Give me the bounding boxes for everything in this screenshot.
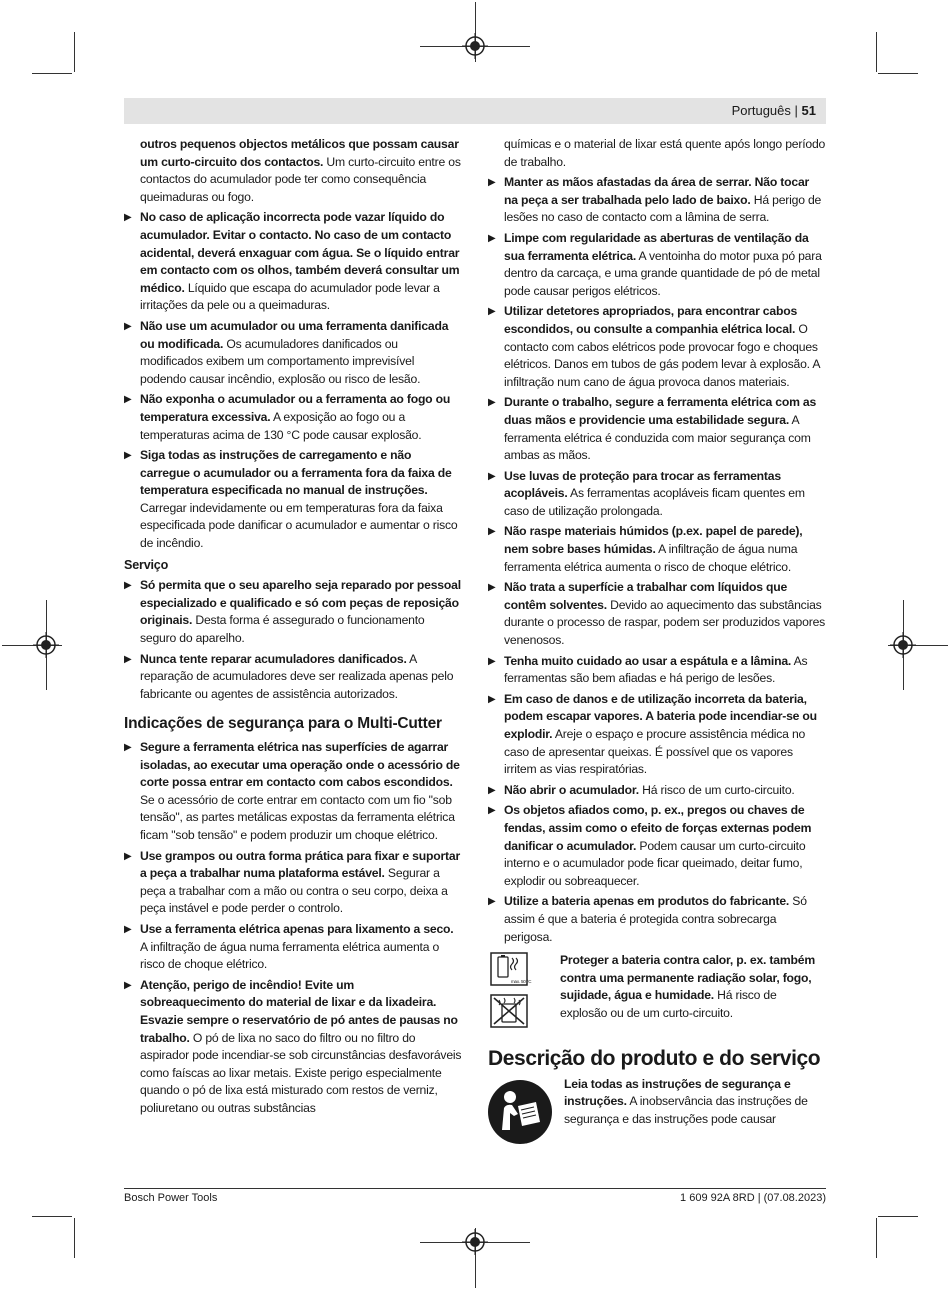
bullet-triangle-icon: ▶	[488, 784, 496, 796]
item-text: Líquido que escapa do acumulador pode levar a irritações da pele ou a queimaduras.	[140, 280, 440, 313]
battery-warning	[488, 952, 826, 1028]
item-bold: Em caso de danos e de utilização incorreta da bateria, podem escapar vapores. A bateria pode incendiar-se ou explodir.	[504, 691, 817, 741]
item-bold: Não abrir o acumulador.	[504, 782, 639, 797]
item-bold: Utilizar detetores apropriados, para encontrar cabos escondidos, ou consulte a companhia elétrica local.	[504, 304, 798, 336]
product-description-heading: Descrição do produto e do serviço	[488, 1047, 821, 1071]
list-item	[124, 318, 462, 388]
page-number: 51	[801, 103, 816, 118]
list-item	[488, 691, 826, 779]
bullet-triangle-icon: ▶	[124, 580, 132, 592]
bullet-triangle-icon: ▶	[124, 979, 132, 991]
read-manual-icon	[488, 1080, 552, 1144]
list-item	[488, 893, 826, 946]
page-header	[124, 98, 826, 124]
bullet-triangle-icon: ▶	[488, 526, 496, 538]
item-bold: outros pequenos objectos metálicos que possam causar um curto-circuito dos contactos.	[140, 137, 459, 169]
bullet-triangle-icon: ▶	[488, 582, 496, 594]
list-item	[488, 802, 826, 890]
item-text: Um curto-circuito entre os contactos do acumulador pode ter como consequência queimaduras ou fogo.	[140, 154, 461, 204]
bullet-triangle-icon: ▶	[488, 232, 496, 244]
crop-mark	[32, 73, 72, 74]
bullet-triangle-icon: ▶	[488, 177, 496, 189]
crop-mark	[32, 1216, 72, 1217]
item-bold: Utilize a bateria apenas em produtos do fabricante.	[504, 894, 790, 909]
multicutter-heading: Indicações de segurança para o Multi-Cutter	[124, 715, 442, 733]
registration-mark-icon	[33, 632, 59, 658]
bullet-triangle-icon: ▶	[488, 470, 496, 482]
item-text: O pó de lixa no saco do filtro ou no filtro do aspirador pode incendiar-se sob circunstâncias desfavoráveis como faíscas ao lixar metais. Existe perigo especialmente quando o pó de lixa está misturado com restos de verniz, poliuretano ou outras substâncias	[140, 1030, 462, 1115]
item-text: A ventoinha do motor puxa pó para dentro da carcaça, e uma grande quantidade de pó de metal pode causar perigos elétricos.	[504, 248, 822, 298]
crop-mark	[876, 1218, 877, 1258]
bullet-triangle-icon: ▶	[124, 923, 132, 935]
list-item	[488, 782, 826, 800]
item-text: Areje o espaço e procure assistência médica no caso de apresentar queixas. É possível que os vapores irritem as vias respiratórias.	[504, 727, 806, 777]
battery-icons	[490, 952, 530, 1033]
bullet-triangle-icon: ▶	[488, 397, 496, 409]
bullet-triangle-icon: ▶	[488, 693, 496, 705]
item-bold: Nunca tente reparar acumuladores danificados.	[140, 651, 407, 666]
list-item	[488, 230, 826, 300]
item-bold: Só permita que o seu aparelho seja reparado por pessoal especializado e qualificado e só com peças de reposição originais.	[140, 578, 461, 628]
registration-mark-icon	[890, 632, 916, 658]
bullet-triangle-icon: ▶	[124, 742, 132, 753]
item-bold: Siga todas as instruções de carregamento e não carregue o acumulador ou a ferramenta fora da faixa de temperatura especificada no manual de instruções.	[140, 448, 452, 498]
list-item	[488, 523, 826, 576]
bullet-triangle-icon: ▶	[124, 212, 132, 224]
crop-mark	[74, 32, 75, 72]
list-item	[124, 391, 462, 444]
list-item	[124, 739, 462, 845]
item-text: A ferramenta elétrica é conduzida com maior segurança com ambas as mãos.	[504, 412, 811, 463]
footer-doc-ref: 1 609 92A 8RD | (07.08.2023)	[680, 1192, 826, 1204]
item-text: A infiltração de água numa ferramenta elétrica aumenta o risco de choque elétrico.	[140, 939, 440, 972]
item-bold: Tenha muito cuidado ao usar a espátula e a lâmina.	[504, 653, 792, 668]
list-item	[488, 653, 826, 688]
list-item	[488, 303, 826, 391]
list-item	[124, 577, 462, 647]
bullet-triangle-icon: ▶	[124, 850, 132, 862]
list-item	[124, 977, 462, 1118]
page-footer	[124, 1188, 826, 1204]
list-item	[488, 136, 826, 171]
crop-mark	[878, 1216, 918, 1217]
item-text: A exposição ao fogo ou a temperaturas acima de 130 °C pode causar explosão.	[140, 409, 422, 442]
item-bold: Use a ferramenta elétrica apenas para lixamento a seco.	[140, 921, 454, 936]
item-text: Só assim é que a bateria é protegida contra sobrecarga perigosa.	[504, 894, 807, 944]
item-text: químicas e o material de lixar está quente após longo período de trabalho.	[504, 137, 826, 169]
list-item	[124, 921, 462, 974]
list-item	[488, 174, 826, 227]
bullet-triangle-icon: ▶	[488, 805, 496, 817]
item-text: Carregar indevidamente ou em temperaturas fora da faixa especificada pode danificar o acumulador e aumentar o risco de incêndio.	[140, 500, 458, 551]
header-language: Português	[731, 103, 791, 118]
item-bold: Use luvas de proteção para trocar as ferramentas acopláveis.	[504, 468, 781, 501]
bullet-triangle-icon: ▶	[124, 320, 132, 332]
left-column	[124, 136, 462, 1120]
item-text: Desta forma é assegurado o funcionamento seguro do aparelho.	[140, 613, 425, 646]
header-separator: |	[794, 103, 798, 118]
battery-note-bold: Proteger a bateria contra calor, p. ex. também contra uma permanente radiação solar, fogo, sujidade, água e humidade.	[560, 953, 815, 1003]
item-text: O contacto com cabos elétricos pode provocar fogo e choques elétricos. Danos em tubos de gás podem levar à explosão. A infiltração num cano de água provoca danos materiais.	[504, 321, 820, 389]
battery-icon-label: max. 50 °C	[511, 979, 532, 985]
crop-mark	[74, 1218, 75, 1258]
bullet-triangle-icon: ▶	[124, 450, 132, 462]
item-text: Segurar a peça a trabalhar com a mão ou contra o seu corpo, deixa a peça instável e pode perder o controlo.	[140, 866, 448, 916]
crop-mark	[876, 32, 877, 72]
item-text: Os acumuladores danificados ou modificados exibem um comportamento imprevisível podendo causar incêndio, explosão ou risco de lesão.	[140, 336, 421, 386]
item-text: Se o acessório de corte entrar em contacto com um fio "sob tensão", as partes metálicas expostas da ferramenta elétrica ficam "sob tensão" e podem produzir um choque elétrico.	[140, 792, 455, 842]
item-text: A reparação de acumuladores deve ser realizada apenas pelo fabricante ou agentes de assistência autorizados.	[140, 651, 454, 701]
service-heading: Serviço	[124, 557, 169, 572]
read-note-text: A inobservância das instruções de segurança e das instruções pode causar	[564, 1094, 808, 1126]
read-note-bold: Leia todas as instruções de segurança e instruções.	[564, 1076, 791, 1109]
item-text: Há perigo de lesões no caso de contacto com a lâmina de serra.	[504, 192, 822, 225]
crop-mark	[878, 73, 918, 74]
item-bold: Não raspe materiais húmidos (p.ex. papel de parede), nem sobre bases húmidas.	[504, 524, 803, 557]
bullet-triangle-icon: ▶	[124, 653, 132, 665]
bullet-triangle-icon: ▶	[488, 655, 496, 667]
list-item	[488, 579, 826, 649]
item-text: Há risco de um curto-circuito.	[638, 782, 795, 797]
bullet-triangle-icon: ▶	[124, 394, 132, 406]
battery-note-text: Há risco de explosão ou de um curto-circuito.	[560, 988, 777, 1020]
item-text: As ferramentas são bem afiadas e há perigo de lesões.	[504, 653, 808, 686]
footer-brand: Bosch Power Tools	[124, 1192, 218, 1204]
item-bold: No caso de aplicação incorrecta pode vazar líquido do acumulador. Evitar o contacto. No caso de um contacto acidental, deverá enxaguar com água. Se o líquido entrar em contacto com os olhos, também deverá consultar um médico.	[140, 210, 460, 295]
registration-mark-icon	[462, 1229, 488, 1255]
item-bold: Não use um acumulador ou uma ferramenta danificada ou modificada.	[140, 318, 449, 351]
item-text: A infiltração de água numa ferramenta elétrica aumenta o risco de choque elétrico.	[504, 542, 798, 574]
item-bold: Não trata a superfície a trabalhar com líquidos que contêm solventes.	[504, 580, 788, 612]
registration-mark-icon	[462, 33, 488, 59]
list-item	[488, 394, 826, 464]
list-item	[124, 848, 462, 918]
item-bold: Os objetos afiados como, p. ex., pregos ou chaves de fendas, assim como o efeito de forças externas podem danificar o acumulador.	[504, 803, 812, 853]
item-text: Podem causar um curto-circuito interno e o acumulador pode ficar queimado, deitar fumo, explodir ou sobreaquecer.	[504, 838, 806, 888]
read-instructions-note	[488, 1076, 826, 1156]
list-item	[124, 209, 462, 315]
list-item	[488, 468, 826, 521]
list-item	[124, 651, 462, 704]
battery-no-water-icon	[490, 994, 528, 1028]
item-bold: Não exponha o acumulador ou a ferramenta ao fogo ou temperatura excessiva.	[140, 392, 451, 424]
bullet-triangle-icon: ▶	[488, 306, 496, 318]
right-column	[488, 136, 826, 1156]
header-text	[732, 98, 826, 124]
list-item	[124, 447, 462, 553]
item-bold: Segure a ferramenta elétrica nas superfícies de agarrar isoladas, ao executar uma operação onde o acessório de corte possa entrar em contacto com cabos escondidos.	[140, 740, 460, 790]
item-bold: Atenção, perigo de incêndio! Evite um sobreaquecimento do material de lixar e da lixadeira. Esvazie sempre o reservatório de pó antes de pausas no trabalho.	[140, 977, 458, 1045]
item-bold: Use grampos ou outra forma prática para fixar e suportar a peça a trabalhar numa plataforma estável.	[140, 848, 460, 881]
list-item	[124, 136, 462, 206]
item-bold: Limpe com regularidade as aberturas de ventilação da sua ferramenta elétrica.	[504, 230, 809, 263]
battery-heat-icon	[490, 952, 532, 986]
item-text: Devido ao aquecimento das substâncias durante o processo de raspar, podem ser produzidos vapores venenosos.	[504, 597, 826, 648]
item-bold: Manter as mãos afastadas da área de serrar. Não tocar na peça a ser trabalhada pelo lado de baixo.	[504, 175, 810, 207]
item-text: As ferramentas acopláveis ficam quentes em caso de utilização prolongada.	[504, 486, 805, 518]
bullet-triangle-icon: ▶	[488, 896, 496, 908]
item-bold: Durante o trabalho, segure a ferramenta elétrica com as duas mãos e providencie uma estabilidade segura.	[504, 395, 817, 427]
